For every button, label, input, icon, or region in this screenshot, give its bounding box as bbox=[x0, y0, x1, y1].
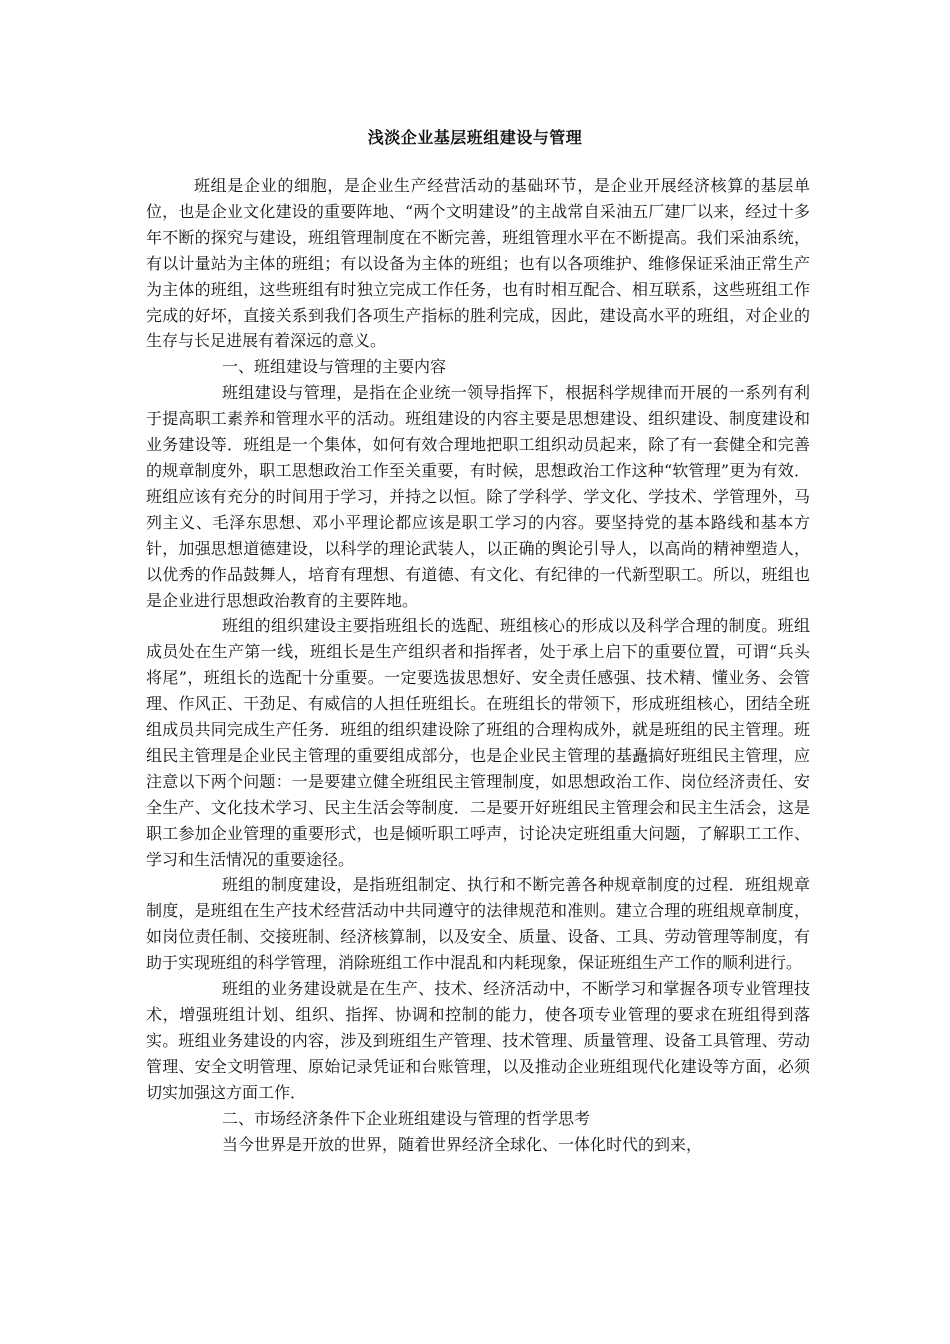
paragraph-business-construction: 班组的业务建设就是在生产、技术、经济活动中，不断学习和掌握各项专业管理技术，增强班组计划、组织、指挥、协调和控制的能力，使各项专业管理的要求在班组得到落实。班组业务建设的内容，涉及到班组生产管理、技术管理、质量管理、设备工具管理、劳动管理、安全文明管理、原始记录凭证和台账管理，以及推动企业班组现代化建设等方面，必须切实加强这方面工作． bbox=[146, 979, 810, 1102]
section-heading-2: 二、市场经济条件下企业班组建设与管理的哲学思考 bbox=[222, 1108, 591, 1128]
paragraph-ideological-construction: 班组建设与管理，是指在企业统一领导指挥下，根据科学规律而开展的一系列有利于提高职工素养和管理水平的活动。班组建设的内容主要是思想建设、组织建设、制度建设和业务建设等．班组是一个集体，如何有效合理地把职工组织动员起来，除了有一套健全和完善的规章制度外，职工思想政治工作至关重要，有时候，思想政治工作这种“软管理”更为有效．班组应该有充分的时间用于学习，并持之以恒。除了学科学、学文化、学技术、学管理外，马列主义、毛泽东思想、邓小平理论都应该是职工学习的内容。要坚持党的基本路线和基本方针，加强思想道德建设，以科学的理论武装人，以正确的舆论引导人，以高尚的精神塑造人，以优秀的作品鼓舞人，培育有理想、有道德、有文化、有纪律的一代新型职工。所以，班组也是企业进行思想政治教育的主要阵地。 bbox=[146, 383, 810, 610]
section-heading-1: 一、班组建设与管理的主要内容 bbox=[222, 357, 447, 377]
paragraph-open-world: 当今世界是开放的世界，随着世界经济全球化、一体化时代的到来， bbox=[222, 1134, 703, 1154]
paragraph-organizational-construction: 班组的组织建设主要指班组长的选配、班组核心的形成以及科学合理的制度。班组成员处在生产第一线，班组长是生产组织者和指挥者，处于承上启下的重要位置，可谓“兵头将尾”，班组长的选配十分重要。一定要选拔思想好、安全责任感强、技术精、懂业务、会管理、作风正、干劲足、有威信的人担任班组长。在班组长的带领下，形成班组核心，团结全班组成员共同完成生产任务．班组的组织建设除了班组的合理构成外，就是班组的民主管理。班组民主管理是企业民主管理的重要组成部分，也是企业民主管理的基矗搞好班组民主管理，应注意以下两个问题：一是要建立健全班组民主管理制度，如思想政治工作、岗位经济责任、安全生产、文化技术学习、民主生活会等制度．二是要开好班组民主管理会和民主生活会，这是职工参加企业管理的重要形式，也是倾听职工呼声，讨论决定班组重大问题，了解职工工作、学习和生活情况的重要途径。 bbox=[146, 616, 810, 869]
document-body bbox=[146, 173, 810, 1157]
paragraph-system-construction: 班组的制度建设，是指班组制定、执行和不断完善各种规章制度的过程．班组规章制度，是班组在生产技术经营活动中共同遵守的法律规范和准则。建立合理的班组规章制度，如岗位责任制、交接班制、经济核算制，以及安全、质量、设备、工具、劳动管理等制度，有助于实现班组的科学管理，消除班组工作中混乱和内耗现象，保证班组生产工作的顺利进行。 bbox=[146, 875, 810, 973]
document-title: 浅淡企业基层班组建设与管理 bbox=[367, 128, 583, 147]
intro-paragraph: 班组是企业的细胞，是企业生产经营活动的基础环节，是企业开展经济核算的基层单位，也是企业文化建设的重要阵地、“两个文明建设”的主战常自采油五厂建厂以来，经过十多年不断的探究与建设，班组管理制度在不断完善，班组管理水平在不断提高。我们采油系统，有以计量站为主体的班组；有以设备为主体的班组；也有以各项维护、维修保证采油正常生产为主体的班组，这些班组有时独立完成工作任务，也有时相互配合、相互联系，这些班组工作完成的好坏，直接关系到我们各项生产指标的胜利完成，因此，建设高水平的班组，对企业的生存与长足进展有着深远的意义。 bbox=[146, 176, 810, 351]
